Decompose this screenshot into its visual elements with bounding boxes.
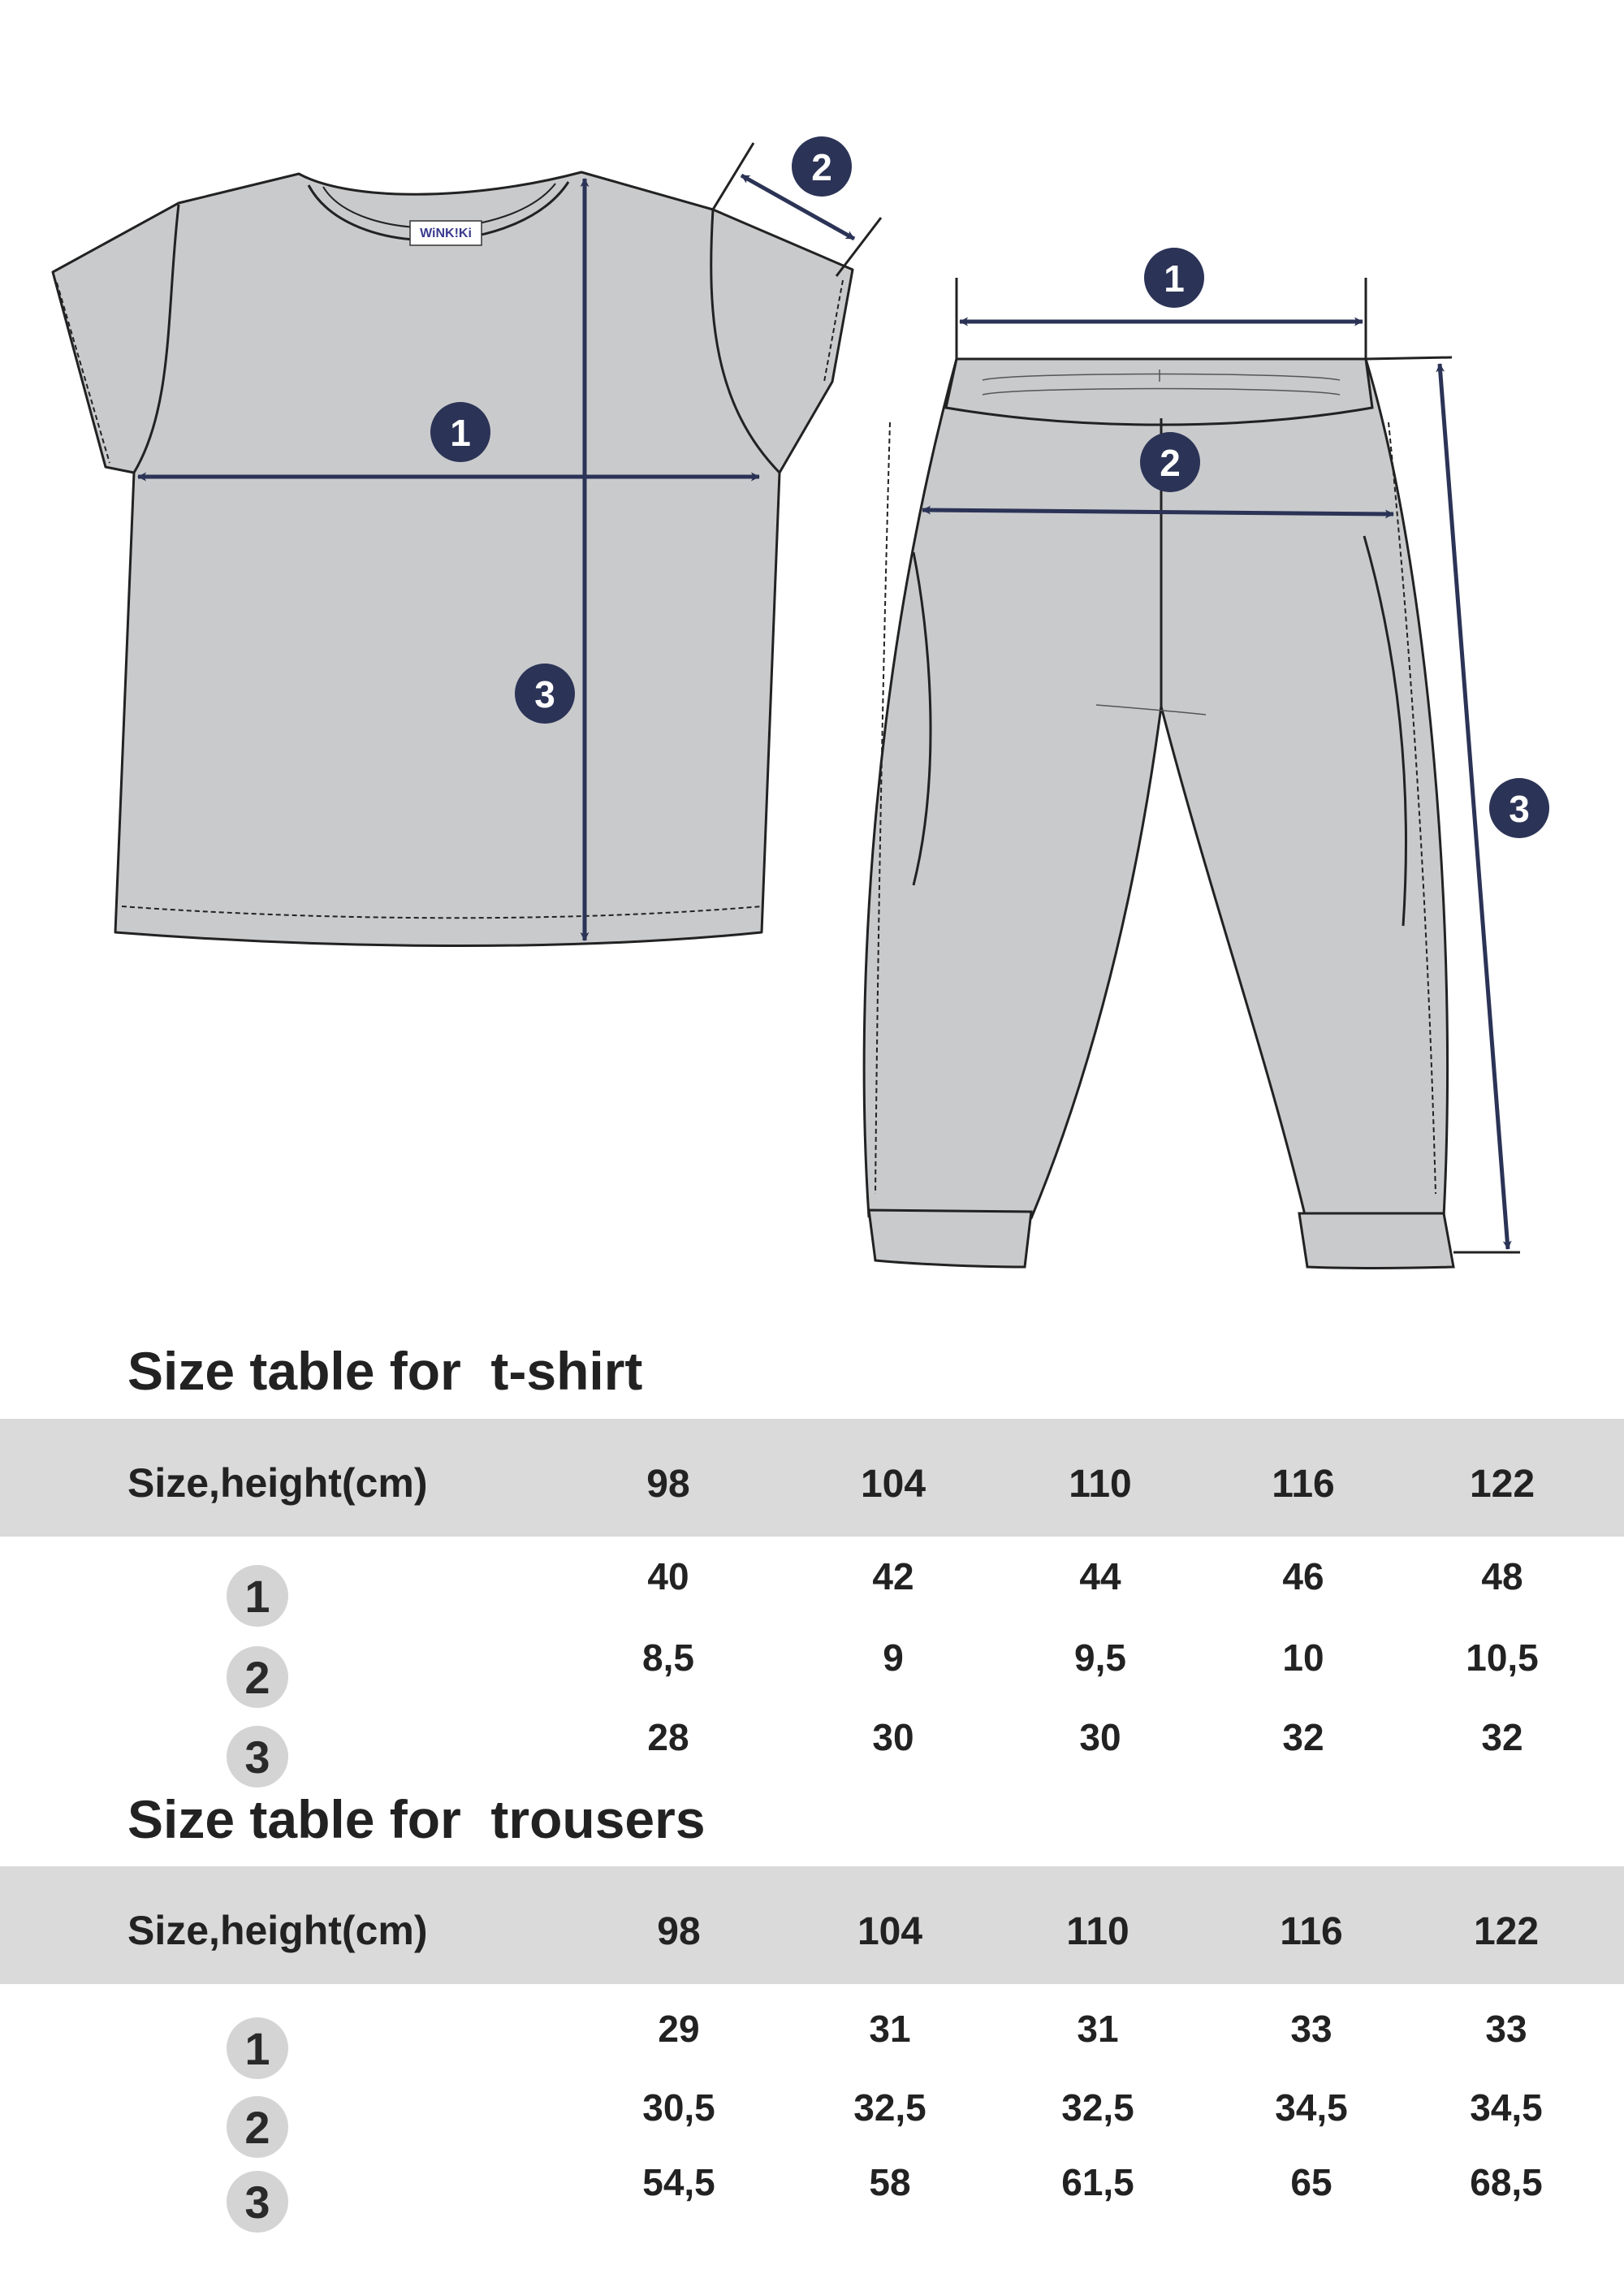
table-cell: 10	[1282, 1636, 1324, 1679]
trousers-row-2	[0, 2082, 1624, 2157]
table-cell: 48	[1481, 1555, 1523, 1597]
tshirt-size-104: 104	[860, 1463, 926, 1506]
tshirt-sleeve-extension-top	[713, 143, 754, 210]
tshirt-row-1	[0, 1551, 1624, 1632]
trousers-left-cuff	[869, 1210, 1031, 1267]
tshirt-table-title: Size table for t-shirt	[127, 1341, 643, 1401]
table-cell: 33	[1290, 2008, 1332, 2050]
trousers-marker-3-label: 3	[1509, 788, 1530, 830]
trousers-header-label: Size,height(cm)	[127, 1908, 428, 1953]
trousers-table-header	[0, 1866, 1624, 1984]
trousers-marker-2-label: 2	[1160, 442, 1181, 484]
trousers-row-3	[0, 2157, 1624, 2237]
trousers-size-110: 110	[1066, 1910, 1129, 1953]
tshirt-row-3	[0, 1712, 1624, 1792]
tshirt-size-98: 98	[646, 1463, 690, 1506]
table-cell: 32,5	[1061, 2086, 1134, 2129]
table-cell: 28	[647, 1716, 689, 1758]
table-cell: 31	[1077, 2008, 1119, 2050]
trousers-size-table	[0, 1866, 1624, 2237]
table-cell: 58	[869, 2161, 911, 2203]
table-cell: 68,5	[1470, 2161, 1543, 2203]
table-cell: 9,5	[1074, 1636, 1126, 1679]
table-cell: 30,5	[642, 2086, 715, 2129]
tshirt-size-116: 116	[1272, 1463, 1335, 1506]
table-cell: 30	[1079, 1716, 1121, 1758]
trousers-table-title: Size table for trousers	[127, 1789, 706, 1849]
tshirt-marker-2-label: 2	[811, 146, 832, 188]
table-cell: 40	[647, 1555, 689, 1597]
trousers-length-extension-top	[1366, 357, 1452, 359]
trousers-drawing	[864, 248, 1549, 1269]
trousers-size-104: 104	[857, 1910, 923, 1953]
table-cell: 44	[1079, 1555, 1121, 1597]
row-marker-3: 3	[227, 1726, 288, 1788]
table-cell: 32	[1481, 1716, 1523, 1758]
table-cell: 42	[872, 1555, 914, 1597]
row-marker-1: 1	[227, 1565, 288, 1627]
table-cell: 32,5	[853, 2086, 926, 2129]
trousers-size-98: 98	[657, 1910, 701, 1953]
table-cell: 46	[1282, 1555, 1324, 1597]
trousers-marker-1-label: 1	[1164, 257, 1185, 300]
row-marker-1: 1	[227, 2017, 288, 2079]
table-cell: 34,5	[1470, 2086, 1543, 2129]
trousers-right-cuff	[1299, 1213, 1453, 1269]
table-cell: 9	[883, 1636, 904, 1679]
trousers-size-122: 122	[1473, 1910, 1540, 1953]
trousers-row-1	[0, 2004, 1624, 2082]
table-cell: 61,5	[1061, 2161, 1134, 2203]
row-marker-2: 2	[227, 1646, 288, 1708]
tshirt-marker-3-label: 3	[534, 673, 555, 715]
table-cell: 33	[1485, 2008, 1527, 2050]
row-marker-2: 2	[227, 2096, 288, 2158]
row-marker-3: 3	[227, 2171, 288, 2233]
tshirt-header-label: Size,height(cm)	[127, 1460, 428, 1506]
table-cell: 31	[869, 2008, 911, 2050]
tshirt-sleeve-extension-bottom	[836, 218, 881, 276]
tshirt-drawing	[53, 136, 881, 946]
table-cell: 8,5	[642, 1636, 694, 1679]
tshirt-table-header	[0, 1419, 1624, 1537]
table-cell: 32	[1282, 1716, 1324, 1758]
table-cell: 10,5	[1466, 1636, 1539, 1679]
table-cell: 54,5	[642, 2161, 715, 2203]
table-cell: 34,5	[1275, 2086, 1348, 2129]
tshirt-size-122: 122	[1469, 1463, 1535, 1506]
tshirt-marker-1-label: 1	[450, 412, 471, 454]
table-cell: 29	[658, 2008, 700, 2050]
tshirt-size-table	[0, 1419, 1624, 1792]
trousers-size-116: 116	[1280, 1910, 1343, 1953]
brand-label-text: WiNK!Ki	[420, 227, 472, 240]
tshirt-size-110: 110	[1069, 1463, 1132, 1506]
tshirt-row-2	[0, 1632, 1624, 1712]
table-cell: 30	[872, 1716, 914, 1758]
table-cell: 65	[1290, 2161, 1332, 2203]
